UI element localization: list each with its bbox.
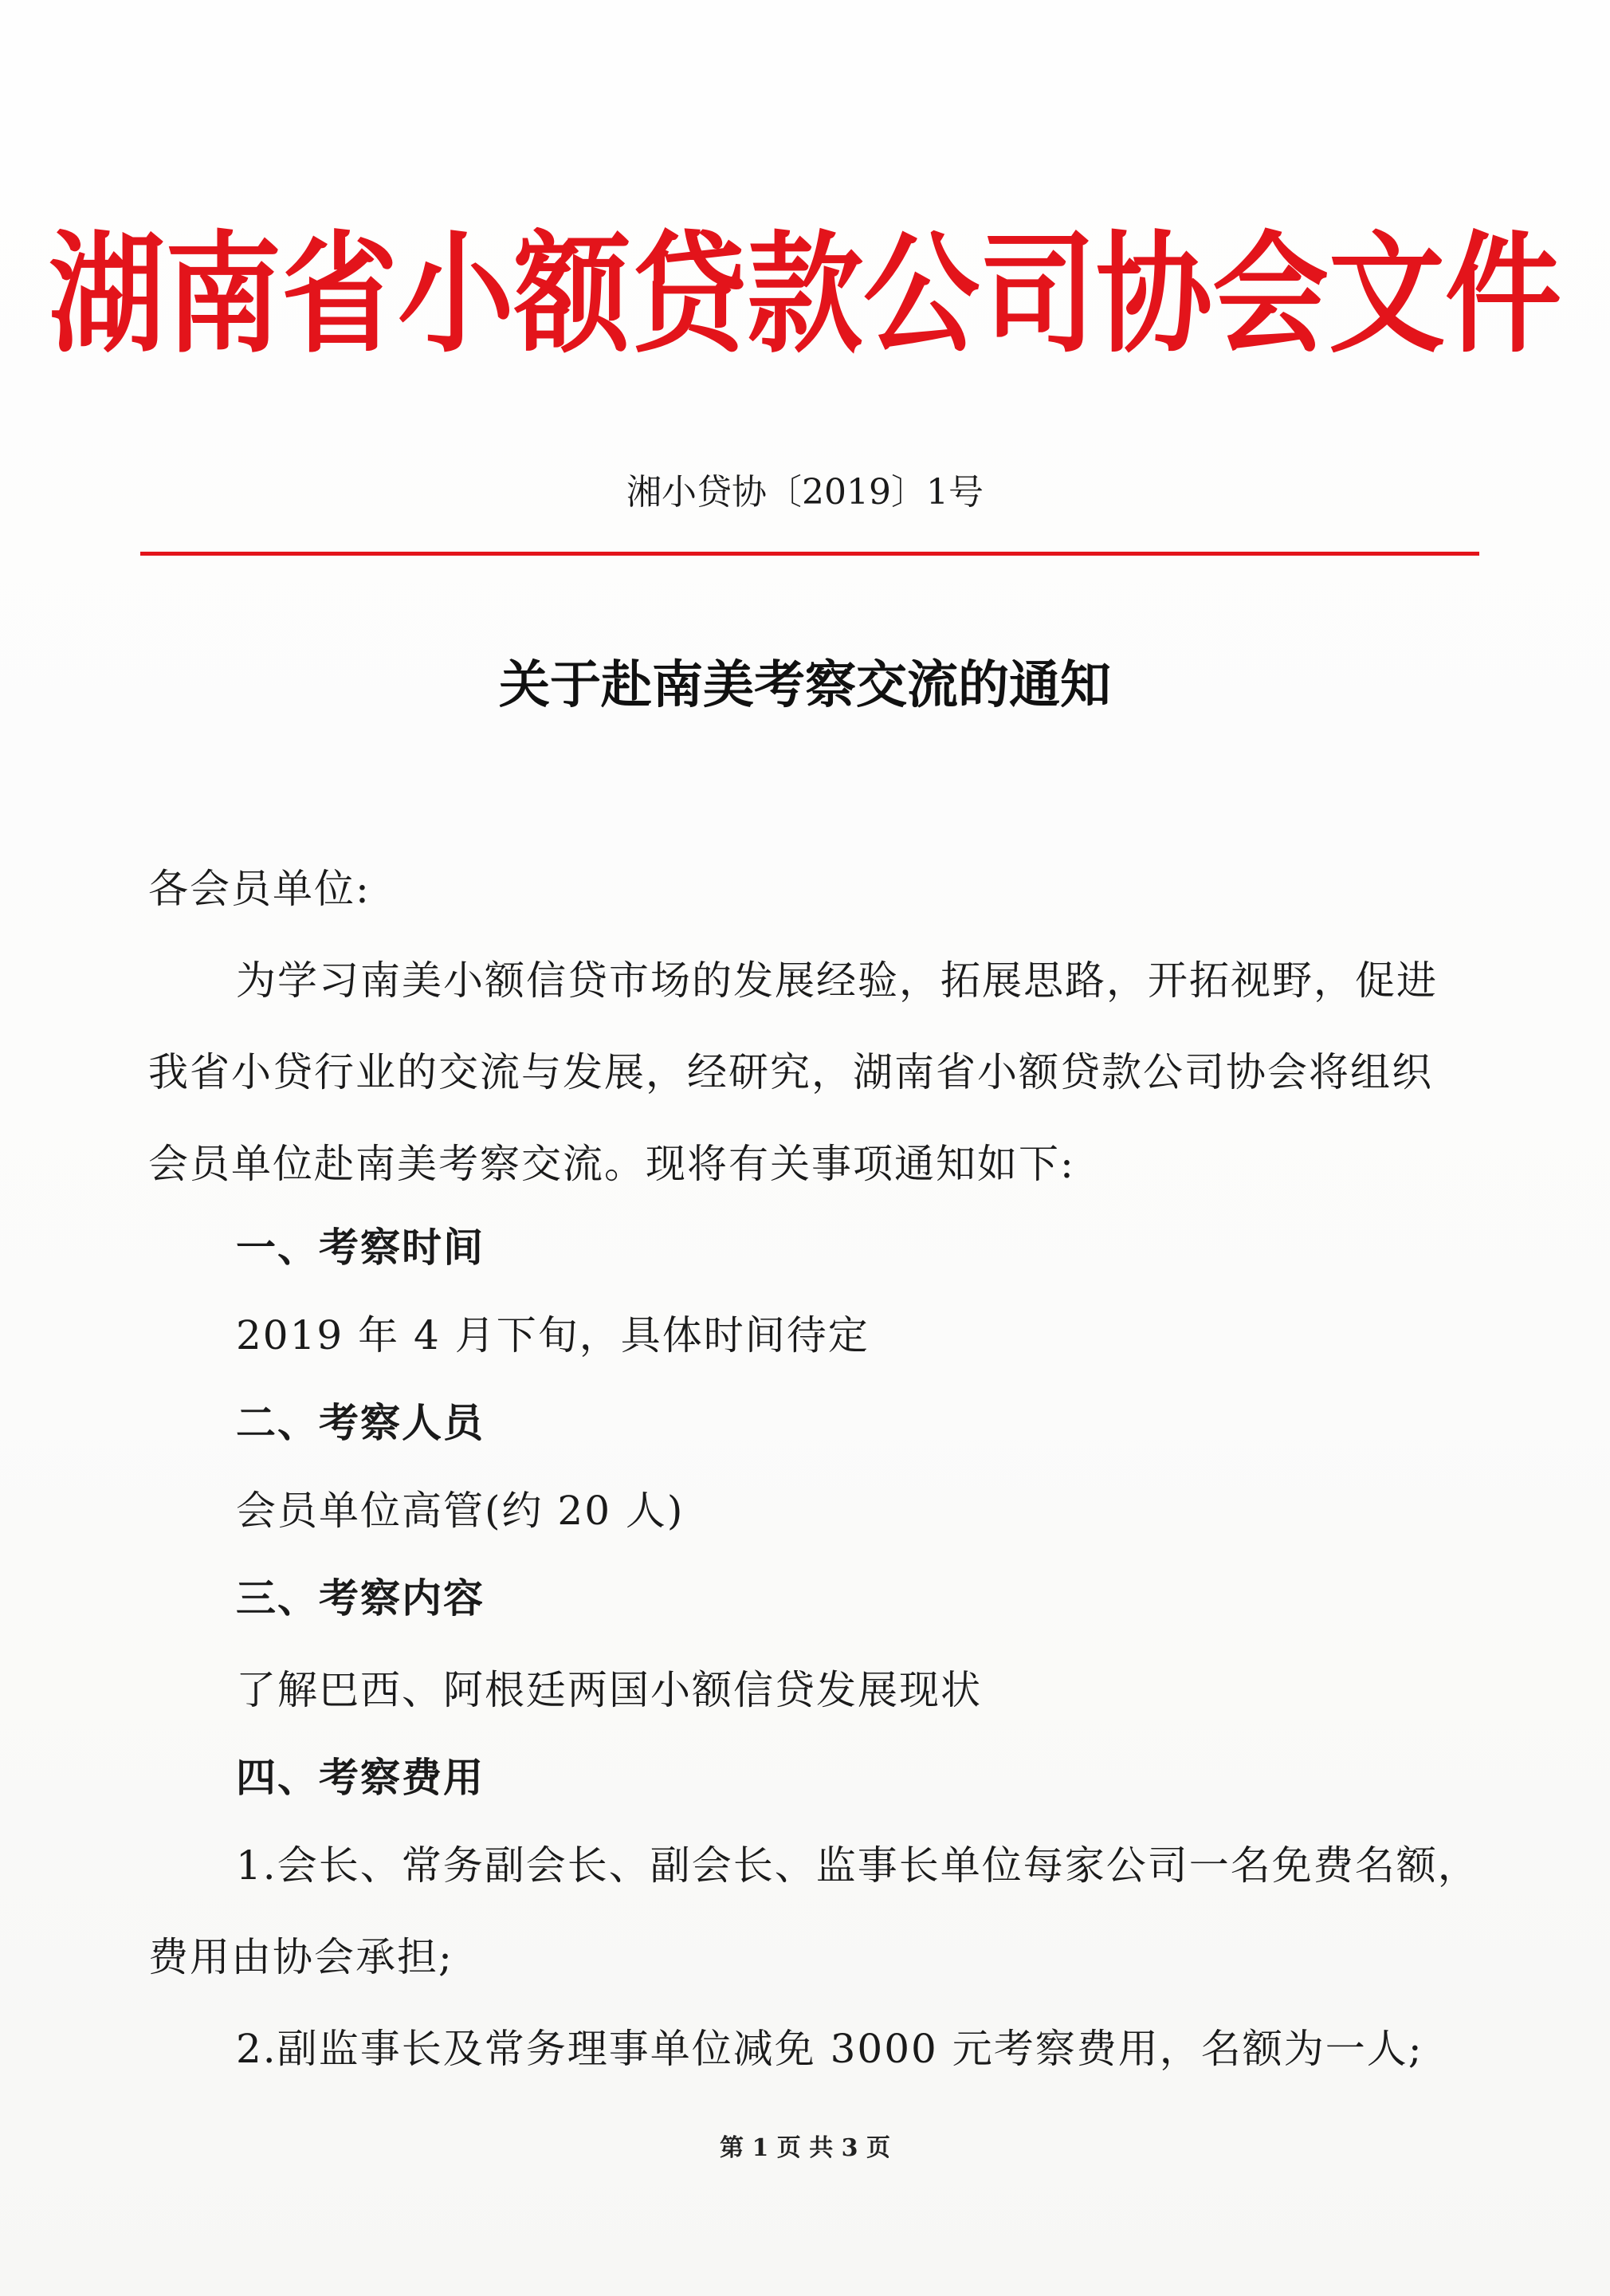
fee-line-1: 1.会长、常务副会长、副会长、监事长单位每家公司一名免费名额， bbox=[236, 1842, 1479, 1889]
section-heading-content: 三、考察内容 bbox=[236, 1575, 485, 1622]
red-divider-line bbox=[140, 552, 1479, 556]
fee-line-2: 费用由协会承担; bbox=[148, 1934, 454, 1980]
section-text-content: 了解巴西、阿根廷两国小额信贷发展现状 bbox=[236, 1667, 982, 1713]
intro-line-3: 会员单位赴南美考察交流。现将有关事项通知如下: bbox=[148, 1141, 1075, 1187]
page-footer: 第 1 页 共 3 页 bbox=[720, 2134, 890, 2162]
intro-line-1: 为学习南美小额信贷市场的发展经验，拓展思路，开拓视野，促进 bbox=[236, 957, 1438, 1004]
notice-title: 关于赴南美考察交流的通知 bbox=[499, 656, 1111, 715]
intro-line-2: 我省小贷行业的交流与发展，经研究，湖南省小额贷款公司协会将组织 bbox=[148, 1049, 1433, 1095]
section-text-people: 会员单位高管(约 20 人) bbox=[236, 1488, 685, 1534]
fee-line-3: 2.副监事长及常务理事单位减免 3000 元考察费用，名额为一人; bbox=[236, 2026, 1423, 2072]
section-text-time: 2019 年 4 月下旬，具体时间待定 bbox=[236, 1312, 870, 1358]
section-heading-people: 二、考察人员 bbox=[236, 1400, 485, 1446]
salutation: 各会员单位: bbox=[148, 866, 371, 912]
section-heading-fees: 四、考察费用 bbox=[236, 1755, 485, 1801]
document-number: 湘小贷协〔2019〕1号 bbox=[626, 472, 984, 513]
section-heading-time: 一、考察时间 bbox=[236, 1225, 485, 1271]
document-header-title: 湖南省小额贷款公司协会文件 bbox=[49, 218, 1561, 372]
